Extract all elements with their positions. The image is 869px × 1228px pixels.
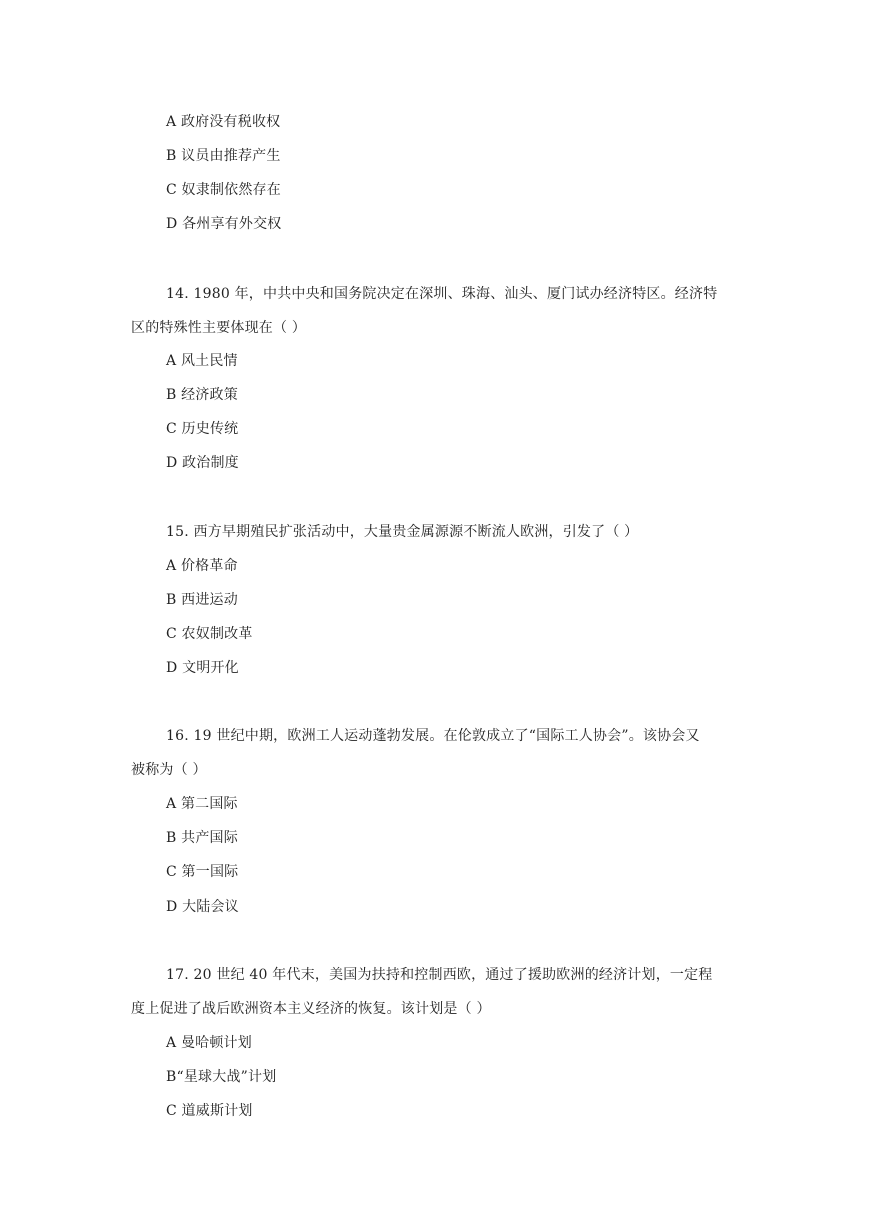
q15-option-b: B 西进运动 xyxy=(166,592,238,608)
q16-option-d: D 大陆会议 xyxy=(166,899,239,915)
q14-option-c: C 历史传统 xyxy=(166,421,239,437)
q16-option-b: B 共产国际 xyxy=(166,830,238,846)
q17-stem-line1: 17. 20 世纪 40 年代末，美国为扶持和控制西欧，通过了援助欧洲的经济计划，一定程 xyxy=(166,967,713,983)
q15-option-c: C 农奴制改革 xyxy=(166,626,253,642)
q13-option-c: C 奴隶制依然存在 xyxy=(166,182,281,198)
q15-option-d: D 文明开化 xyxy=(166,660,239,676)
q16-option-a: A 第二国际 xyxy=(166,796,238,812)
q14-option-d: D 政治制度 xyxy=(166,455,239,471)
q15-option-a: A 价格革命 xyxy=(166,558,238,574)
q17-option-a: A 曼哈顿计划 xyxy=(166,1035,252,1051)
q17-option-b: B“星球大战”计划 xyxy=(166,1069,277,1085)
q15-stem-line1: 15. 西方早期殖民扩张活动中，大量贵金属源源不断流人欧洲，引发了（ ） xyxy=(166,524,639,540)
q14-option-a: A 风土民情 xyxy=(166,353,238,369)
q14-stem-line1: 14. 1980 年，中共中央和国务院决定在深圳、珠海、汕头、厦门试办经济特区。经济特 xyxy=(166,286,718,302)
q14-option-b: B 经济政策 xyxy=(166,387,238,403)
q14-stem-line2: 区的特殊性主要体现在（ ） xyxy=(131,320,307,336)
q16-stem-line1: 16. 19 世纪中期，欧洲工人运动蓬勃发展。在伦敦成立了“国际工人协会”。该协会又 xyxy=(166,728,700,744)
q13-option-d: D 各州享有外交权 xyxy=(166,216,282,232)
q16-stem-line2: 被称为（ ） xyxy=(131,762,207,778)
q13-option-a: A 政府没有税收权 xyxy=(166,114,281,130)
q13-option-b: B 议员由推荐产生 xyxy=(166,148,281,164)
q16-option-c: C 第一国际 xyxy=(166,864,239,880)
q17-option-c: C 道威斯计划 xyxy=(166,1103,253,1119)
q17-stem-line2: 度上促进了战后欧洲资本主义经济的恢复。该计划是（ ） xyxy=(131,1001,491,1017)
